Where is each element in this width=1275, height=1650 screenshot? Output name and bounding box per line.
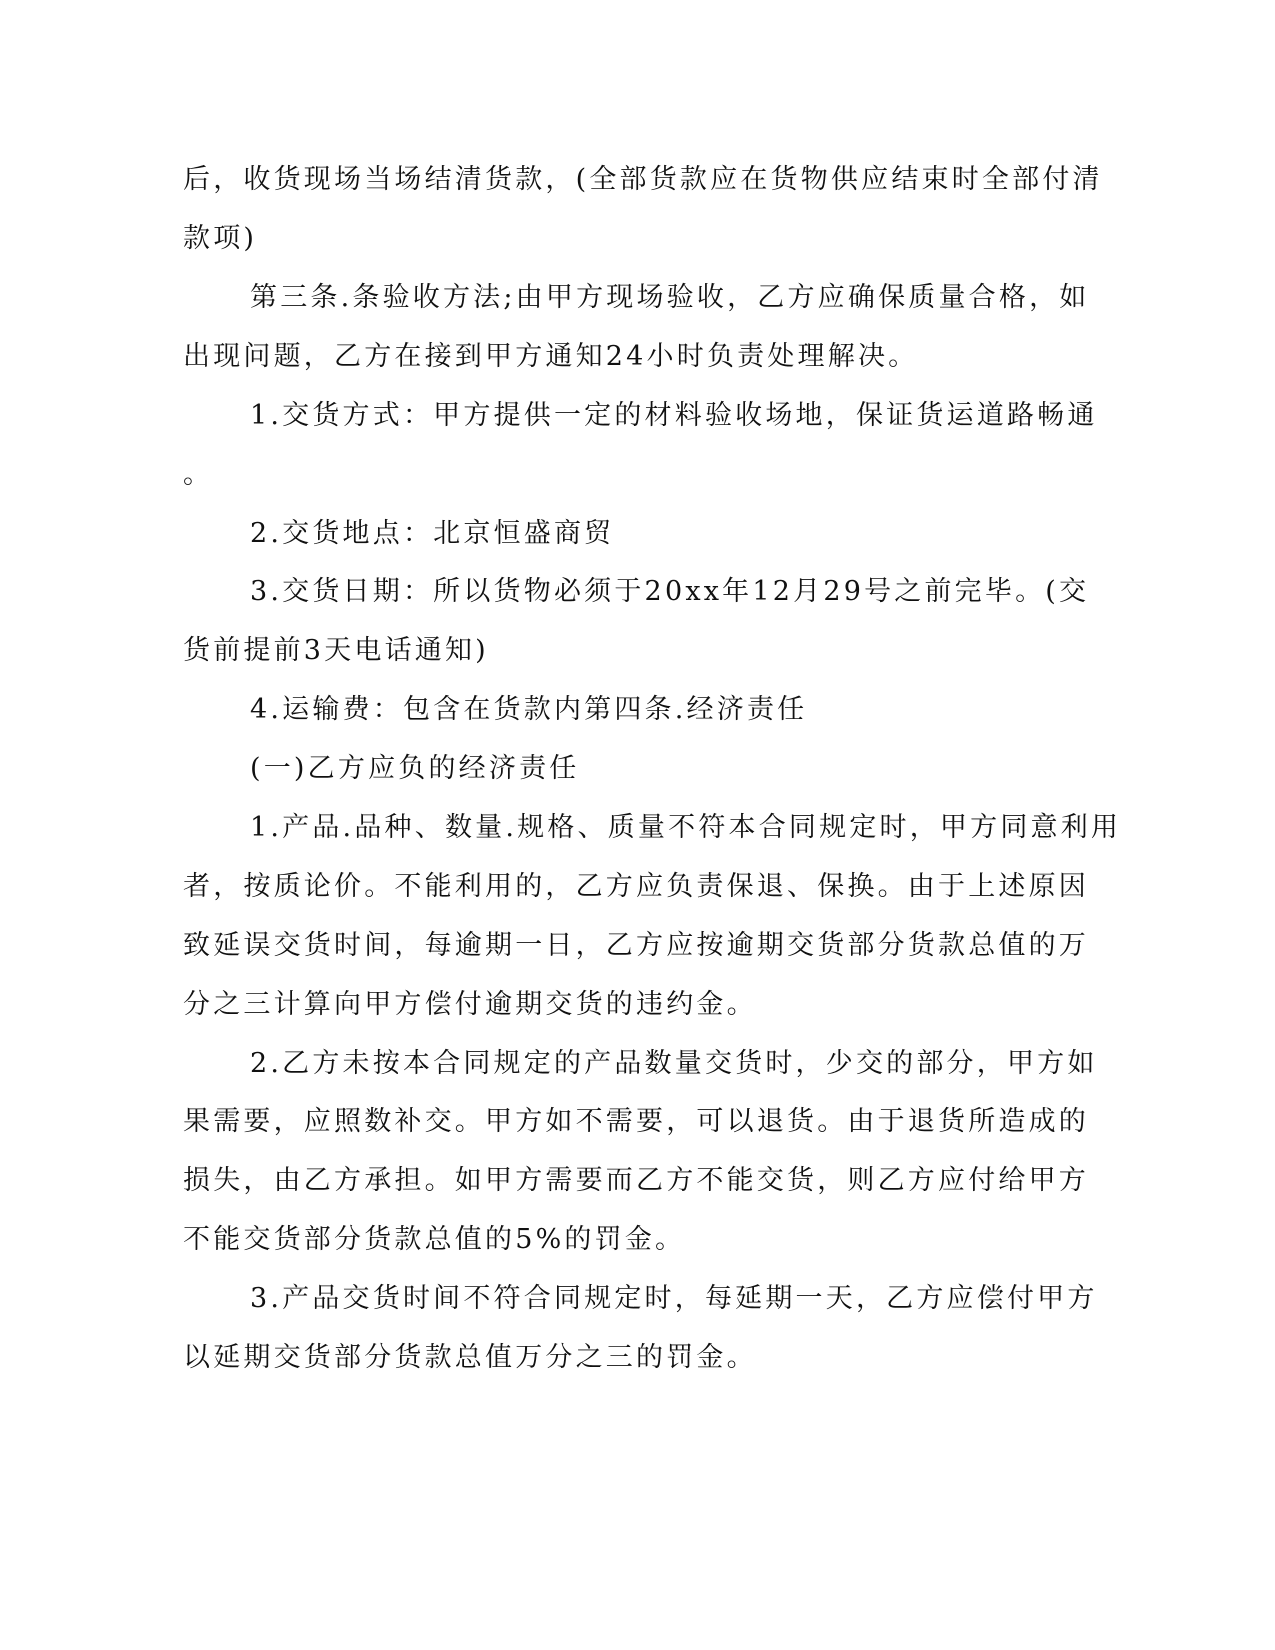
text-line: 货前提前3天电话通知): [183, 635, 489, 666]
text-line: 致延误交货时间，每逾期一日，乙方应按逾期交货部分货款总值的万: [183, 930, 1089, 961]
text-line: 3.产品交货时间不符合同规定时，每延期一天，乙方应偿付甲方: [250, 1283, 1098, 1314]
text-line: 2.交货地点：北京恒盛商贸: [250, 518, 615, 549]
text-line: 1.交货方式：甲方提供一定的材料验收场地，保证货运道路畅通: [250, 400, 1098, 431]
text-line: 1.产品.品种、数量.规格、质量不符本合同规定时，甲方同意利用: [250, 812, 1122, 843]
text-line: 3.交货日期：所以货物必须于20xx年12月29号之前完毕。(交: [250, 576, 1090, 607]
text-line: 果需要，应照数补交。甲方如不需要，可以退货。由于退货所造成的: [183, 1106, 1089, 1137]
text-line: 后，收货现场当场结清货款，(全部货款应在货物供应结束时全部付清: [183, 164, 1103, 195]
text-line: 2.乙方未按本合同规定的产品数量交货时，少交的部分，甲方如: [250, 1048, 1098, 1079]
text-line: 。: [183, 459, 214, 490]
text-line: 分之三计算向甲方偿付逾期交货的违约金。: [183, 989, 757, 1020]
text-line: 不能交货部分货款总值的5%的罚金。: [183, 1224, 686, 1255]
text-line: 4.运输费：包含在货款内第四条.经济责任: [250, 694, 808, 725]
text-line: 款项): [183, 223, 258, 254]
text-line: 损失，由乙方承担。如甲方需要而乙方不能交货，则乙方应付给甲方: [183, 1165, 1089, 1196]
text-line: 出现问题，乙方在接到甲方通知24小时负责处理解决。: [183, 341, 919, 372]
text-line: 者，按质论价。不能利用的，乙方应负责保退、保换。由于上述原因: [183, 871, 1089, 902]
text-line: 以延期交货部分货款总值万分之三的罚金。: [183, 1342, 757, 1373]
text-line: (一)乙方应负的经济责任: [250, 753, 580, 784]
text-line: 第三条.条验收方法;由甲方现场验收，乙方应确保质量合格，如: [250, 282, 1090, 313]
